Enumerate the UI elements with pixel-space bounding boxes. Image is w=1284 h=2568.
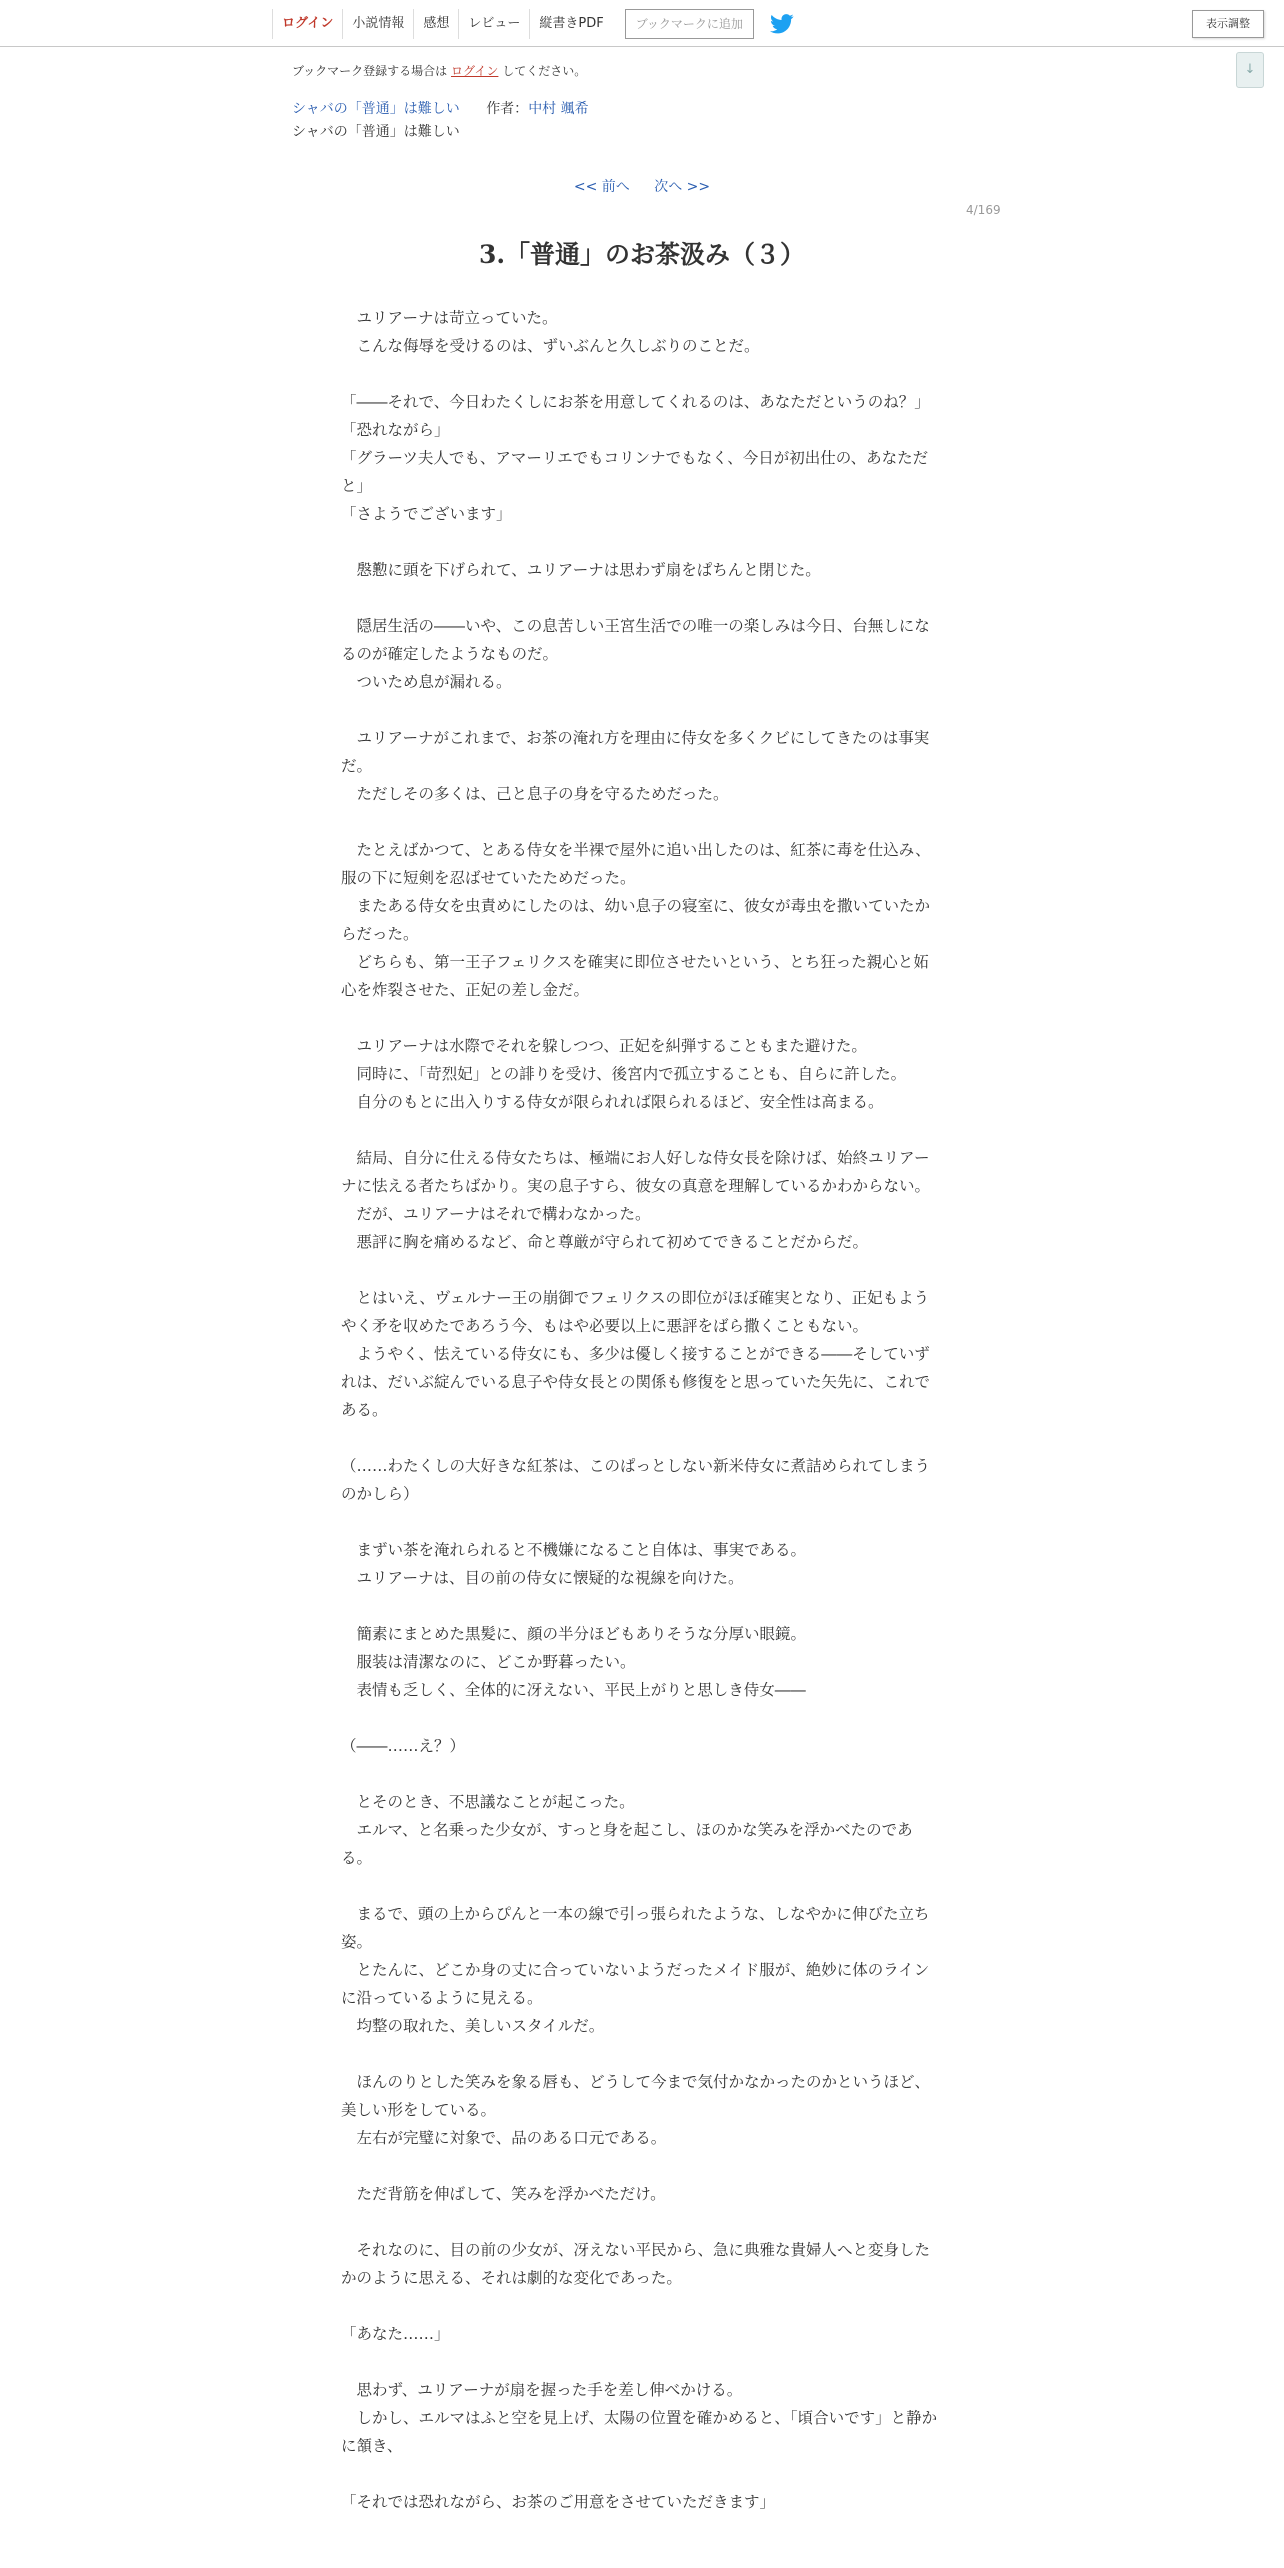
chapter-body: [341, 304, 941, 2516]
paragraph: 「あなた……」: [341, 2325, 450, 2343]
author-link[interactable]: 中村 颯希: [528, 101, 589, 117]
paragraph: まるで、頭の上からぴんと一本の線で引っ張られたような、しなやかに伸びた立ち姿。: [341, 1905, 930, 1951]
paragraph: ユリアーナは、目の前の侍女に懐疑的な視線を向けた。: [341, 1569, 744, 1587]
chapter-count: 4/169: [966, 203, 1001, 217]
paragraph: 同時に、「苛烈妃」との誹りを受け、後宮内で孤立することも、自らに許した。: [341, 1065, 907, 1083]
scroll-down-button[interactable]: ↓: [1236, 52, 1264, 88]
blank-line: [341, 2040, 941, 2068]
paragraph: 服装は清潔なのに、どこか野暮ったい。: [341, 1653, 636, 1671]
blank-line: [341, 696, 941, 724]
blank-line: [341, 1256, 941, 1284]
series-title-link[interactable]: シャバの「普通」は難しい: [292, 101, 460, 117]
paragraph: 自分のもとに出入りする侍女が限られれば限られるほど、安全性は高まる。: [341, 1093, 884, 1111]
blank-line: [341, 2348, 941, 2376]
paragraph: 「さようでございます」: [341, 505, 512, 523]
paragraph: ユリアーナは水際でそれを躱しつつ、正妃を糾弾することもまた避けた。: [341, 1037, 867, 1055]
blank-line: [341, 360, 941, 388]
paragraph: ユリアーナは苛立っていた。: [341, 309, 558, 327]
paragraph: ただしその多くは、己と息子の身を守るためだった。: [341, 785, 729, 803]
paragraph: （……わたくしの大好きな紅茶は、このぱっとしない新米侍女に煮詰められてしまうのかしら）: [341, 1457, 931, 1503]
paragraph: 隠居生活の――いや、この息苦しい王宮生活での唯一の楽しみは今日、台無しになるのが確定したようなものだ。: [341, 617, 930, 663]
paragraph: 悪評に胸を痛めるなど、命と尊厳が守られて初めてできることだからだ。: [341, 1233, 869, 1251]
paragraph: 均整の取れた、美しいスタイルだ。: [341, 2017, 605, 2035]
paragraph: 簡素にまとめた黒髪に、顔の半分ほどもありそうな分厚い眼鏡。: [341, 1625, 807, 1643]
paragraph: ただ背筋を伸ばして、笑みを浮かべただけ。: [341, 2185, 666, 2203]
paragraph: とはいえ、ヴェルナー王の崩御でフェリクスの即位がほぼ確実となり、正妃もようやく矛を収めたであろう今、もはや必要以上に悪評をばら撒くこともない。: [341, 1289, 930, 1335]
blank-line: [341, 1004, 941, 1032]
nav-menu: [272, 9, 794, 39]
series-subtitle: シャバの「普通」は難しい: [292, 124, 460, 140]
novel-info-link[interactable]: 小説情報: [342, 9, 413, 39]
series-info: [292, 98, 589, 118]
paragraph: エルマ、と名乗った少女が、すっと身を起こし、ほのかな笑みを浮かべたのである。: [341, 1821, 913, 1867]
paragraph: それなのに、目の前の少女が、冴えない平民から、急に典雅な貴婦人へと変身したかのように思える、それは劇的な変化であった。: [341, 2241, 931, 2287]
paragraph: とそのとき、不思議なことが起こった。: [341, 1793, 635, 1811]
chapter-title: 3.「普通」のお茶汲み（３）: [478, 240, 806, 269]
paragraph: 「グラーツ夫人でも、アマーリエでもコリンナでもなく、今日が初出仕の、あなただと」: [341, 449, 929, 495]
paragraph: 慇懃に頭を下げられて、ユリアーナは思わず扇をぱちんと閉じた。: [341, 561, 821, 579]
notice-login-link[interactable]: ログイン: [451, 64, 499, 78]
blank-line: [341, 1116, 941, 1144]
paragraph: ユリアーナがこれまで、お茶の淹れ方を理由に侍女を多くクビにしてきたのは事実だ。: [341, 729, 930, 775]
blank-line: [341, 2208, 941, 2236]
paragraph: どちらも、第一王子フェリクスを確実に即位させたいという、とち狂った親心と妬心を炸裂させた、正妃の差し金だ。: [341, 953, 929, 999]
paragraph: 結局、自分に仕える侍女たちは、極端にお人好しな侍女長を除けば、始終ユリアーナに怯える者たちばかり。実の息子すら、彼女の真意を理解しているかわからない。: [341, 1149, 931, 1195]
blank-line: [341, 528, 941, 556]
blank-line: [341, 1592, 941, 1620]
paragraph: 「――それで、今日わたくしにお茶を用意してくれるのは、あなただというのね？」: [341, 393, 930, 411]
paragraph: 「それでは恐れながら、お茶のご用意をさせていただきます」: [341, 2493, 776, 2511]
paragraph: まずい茶を淹れられると不機嫌になること自体は、事実である。: [341, 1541, 807, 1559]
paragraph: しかし、エルマはふと空を見上げ、太陽の位置を確かめると、「頃合いです」と静かに頷き、: [341, 2409, 938, 2455]
author-label: 作者：: [486, 101, 529, 117]
paragraph: とたんに、どこか身の丈に合っていないようだったメイド服が、絶妙に体のラインに沿っているように見える。: [341, 1961, 930, 2007]
chapter-pager: [0, 176, 1284, 196]
twitter-icon[interactable]: [770, 14, 794, 34]
paragraph: ほんのりとした笑みを象る唇も、どうして今まで気付かなかったのかというほど、美しい形をしている。: [341, 2073, 931, 2119]
paragraph: こんな侮辱を受けるのは、ずいぶんと久しぶりのことだ。: [341, 337, 760, 355]
paragraph: 左右が完璧に対象で、品のある口元である。: [341, 2129, 667, 2147]
paragraph: だが、ユリアーナはそれで構わなかった。: [341, 1205, 651, 1223]
paragraph: またある侍女を虫責めにしたのは、幼い息子の寝室に、彼女が毒虫を撒いていたからだった。: [341, 897, 931, 943]
vertical-pdf-link[interactable]: 縦書きPDF: [529, 9, 612, 39]
paragraph: ついため息が漏れる。: [341, 673, 512, 691]
paragraph: 思わず、ユリアーナが扇を握った手を差し伸べかける。: [341, 2381, 743, 2399]
blank-line: [341, 584, 941, 612]
paragraph: 表情も乏しく、全体的に冴えない、平民上がりと思しき侍女――: [341, 1681, 806, 1699]
blank-line: [341, 1424, 941, 1452]
blank-line: [341, 1760, 941, 1788]
login-link[interactable]: ログイン: [272, 9, 342, 39]
notice-prefix: ブックマーク登録する場合は: [292, 64, 448, 78]
paragraph: 「恐れながら」: [341, 421, 450, 439]
blank-line: [341, 1872, 941, 1900]
blank-line: [341, 1704, 941, 1732]
bookmark-notice: [292, 62, 586, 79]
top-navigation-bar: [0, 0, 1284, 47]
add-bookmark-button[interactable]: ブックマークに追加: [625, 9, 754, 39]
impressions-link[interactable]: 感想: [413, 9, 458, 39]
review-link[interactable]: レビュー: [458, 9, 529, 39]
blank-line: [341, 2152, 941, 2180]
blank-line: [341, 808, 941, 836]
blank-line: [341, 2460, 941, 2488]
notice-suffix: してください。: [502, 64, 587, 78]
next-chapter-link[interactable]: 次へ >>: [654, 179, 711, 195]
display-settings-button[interactable]: 表示調整: [1192, 10, 1264, 38]
paragraph: （――……え？）: [341, 1737, 466, 1755]
blank-line: [341, 2292, 941, 2320]
prev-chapter-link[interactable]: << 前へ: [573, 179, 630, 195]
paragraph: ようやく、怯えている侍女にも、多少は優しく接することができる――そしていずれは、だいぶ綻んでいる息子や侍女長との関係も修復をと思っていた矢先に、これである。: [341, 1345, 931, 1419]
blank-line: [341, 1508, 941, 1536]
paragraph: たとえばかつて、とある侍女を半裸で屋外に追い出したのは、紅茶に毒を仕込み、服の下に短剣を忍ばせていたためだった。: [341, 841, 931, 887]
